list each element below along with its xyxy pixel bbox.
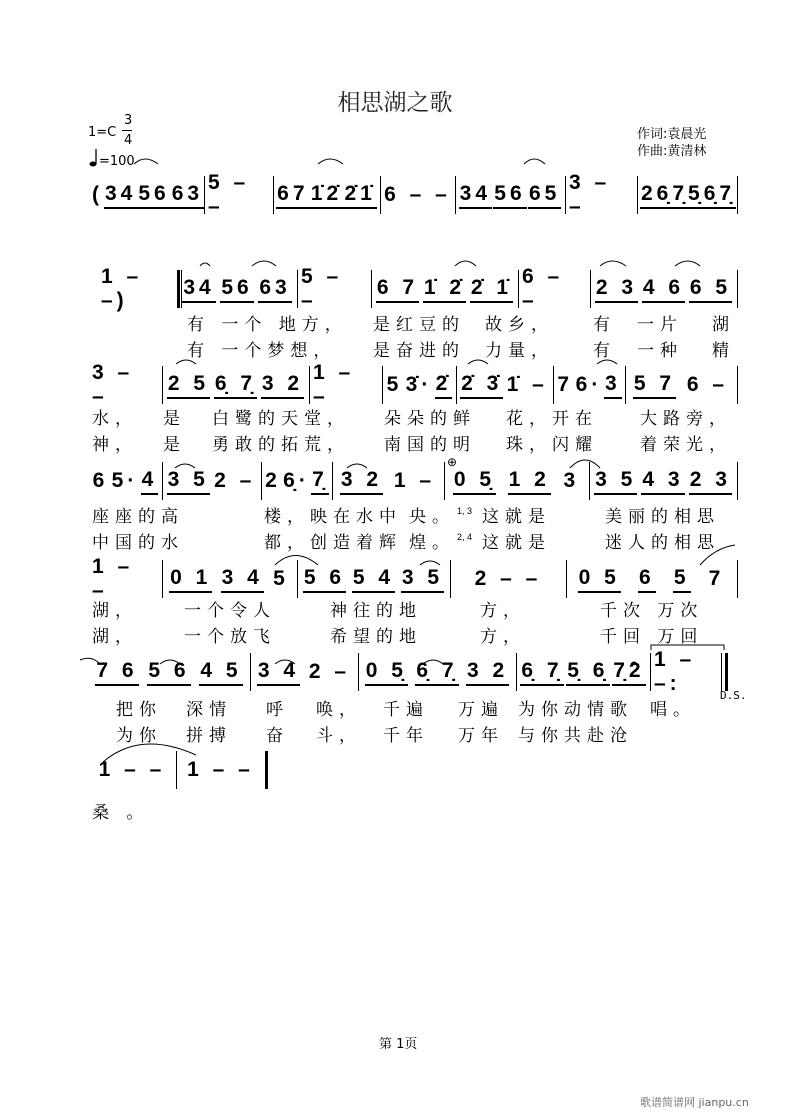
note-group: 2 5 — [167, 372, 210, 399]
measure — [253, 655, 355, 689]
notation-line — [0, 264, 790, 312]
barline — [162, 366, 163, 404]
note-group: 7 — [708, 566, 725, 590]
composer-credit: 作曲:黄清林 — [637, 144, 707, 159]
note-group: 0 5̣ — [453, 468, 496, 495]
barline — [737, 366, 738, 404]
lyric-phrase: 希望的地 — [330, 627, 422, 647]
note-group: 6 – — [686, 372, 729, 396]
time-signature-line — [122, 130, 132, 131]
barline — [273, 176, 274, 214]
note-group: 2 – — [308, 659, 351, 683]
barline — [455, 176, 456, 214]
note-group: 7̣2 — [612, 659, 645, 686]
time-signature-top: 3 — [124, 113, 133, 128]
measure — [385, 368, 453, 402]
measure — [91, 360, 159, 408]
note-group: 1 – –: — [654, 647, 696, 695]
lyric-phrase: 煌。 — [409, 533, 455, 553]
lyric-phrase: 着荣光， — [640, 435, 732, 455]
lyric-phrase: 白鹭的天堂， — [212, 409, 350, 429]
note-group: 1 – – — [92, 554, 134, 602]
note-group: 1 – – — [313, 360, 355, 408]
note-group: 7 — [557, 372, 573, 396]
measure — [165, 368, 306, 402]
note-group: 5 — [386, 372, 403, 396]
measure — [361, 655, 513, 689]
notation-line — [0, 554, 790, 602]
note-group: 1 – — [393, 468, 436, 492]
measure — [264, 464, 329, 498]
barline — [737, 560, 738, 598]
measure — [569, 562, 734, 596]
slur — [524, 159, 545, 164]
watermark: 歌谱简谱网 jianpu.cn — [640, 1096, 749, 1109]
slur — [675, 261, 700, 266]
measure — [91, 554, 159, 602]
note-group: 6̣ 7̣ — [415, 659, 458, 686]
measure — [628, 368, 734, 402]
barline — [516, 653, 517, 691]
note-group: 26̣7̣5̣6̣7̣ — [640, 182, 736, 209]
note-group: 2 – — [214, 468, 256, 492]
note-group: 5 — [273, 566, 289, 590]
note-group: 3 — [563, 468, 580, 492]
note-group: 63 — [258, 276, 291, 303]
measure — [312, 360, 379, 408]
lyric-phrase: 迷人的相思 — [605, 533, 720, 553]
note-group: 56 — [137, 182, 170, 209]
lyric-phrase: 拼搏 — [186, 726, 232, 746]
measure — [383, 178, 452, 212]
note-group: 2 – – — [474, 566, 542, 590]
barline — [450, 560, 451, 598]
measure — [91, 655, 247, 689]
note-group: 3 – – — [92, 360, 134, 408]
lyric-phrase: 千遍 — [383, 700, 429, 720]
note-group: 34 — [104, 182, 137, 209]
note-group: 4 — [141, 468, 159, 495]
lyric-phrase: 千次 万次 — [600, 601, 704, 621]
lyric-phrase: 大路旁， — [640, 409, 732, 429]
measure — [374, 272, 515, 306]
note-group: 63 — [171, 182, 204, 209]
lyric-phrase: 奋 — [266, 726, 289, 746]
barline — [332, 462, 333, 500]
note-group: 6 7 — [376, 276, 419, 303]
lyric-phrase: 把你 — [116, 700, 162, 720]
lyric-phrase: 为你 — [116, 726, 162, 746]
lyric-phrase: 神， — [92, 435, 138, 455]
note-group: 6· — [575, 372, 603, 396]
lyric-phrase: 是奋进的 — [373, 341, 465, 361]
note-group: 3 5 — [594, 468, 637, 495]
measure — [276, 178, 377, 212]
lyric-phrase: 朵朵的鲜 — [384, 409, 476, 429]
note-group: 6̣ 7̣ — [520, 659, 563, 686]
barline — [725, 653, 728, 691]
barline — [382, 366, 383, 404]
note-group: ( — [92, 182, 103, 206]
coda-icon: ⊕ — [447, 455, 458, 469]
lyric-phrase: 千年 — [383, 726, 429, 746]
page-number: 第 1页 — [379, 1037, 418, 1052]
lyric-phrase: 故乡， — [485, 315, 554, 335]
quarter-note-icon — [89, 148, 99, 173]
lyric-phrase: 一种 — [637, 341, 683, 361]
note-group: 7̣ — [311, 468, 329, 495]
lyric-phrase: 这就是 — [482, 533, 551, 553]
measure — [453, 562, 563, 596]
note-group: 1 2 — [508, 468, 551, 495]
dal-segno-mark: D.S. — [720, 689, 747, 702]
lyric-phrase: 是红豆的 — [373, 315, 465, 335]
note-group: 2̇ 1̇ — [470, 276, 513, 303]
measure — [447, 464, 586, 498]
lyric-phrase: 楼，映在水中 — [264, 507, 402, 527]
lyric-phrase: 是 — [163, 409, 186, 429]
lyric-phrase: 都，创造着辉 — [264, 533, 402, 553]
lyric-phrase: 万遍 — [458, 700, 504, 720]
lyric-phrase: 有 一个梦想， — [187, 341, 337, 361]
lyric-phrase: 与你共赴沧 — [518, 726, 633, 746]
measure — [91, 464, 159, 498]
note-group: 6̣· — [283, 468, 310, 492]
note-group: 7 6 — [95, 659, 138, 686]
lyric-phrase: 精 — [712, 341, 735, 361]
repeat-barline — [181, 270, 182, 308]
barline — [444, 462, 445, 500]
time-signature-bottom: 4 — [124, 133, 133, 148]
barline — [176, 751, 177, 789]
note-group: 6 – – — [384, 182, 451, 206]
note-group: 1̇ – — [506, 372, 548, 396]
note-group: 5̣ 6̣ — [566, 659, 609, 686]
measure — [556, 368, 622, 402]
lyric-phrase: 神往的地 — [330, 601, 422, 621]
lyric-phrase: 南国的明 — [384, 435, 476, 455]
repeat-barline — [721, 653, 722, 691]
barline — [177, 270, 180, 308]
measure — [100, 264, 174, 312]
lyric-phrase: 唤， — [316, 700, 362, 720]
note-group: 3 4 — [221, 566, 264, 593]
slur — [134, 159, 158, 164]
lyric-phrase: 美丽的相思 — [605, 507, 720, 527]
barline — [162, 462, 163, 500]
tempo-marking: =100 — [99, 154, 135, 169]
note-group: 5· — [111, 468, 139, 492]
lyric-phrase: 这就是 — [482, 507, 551, 527]
note-group: 1̇ 2̇ — [423, 276, 466, 303]
barline — [737, 462, 738, 500]
measure — [592, 464, 734, 498]
note-group: 2̇ — [435, 372, 453, 399]
notation-line — [0, 647, 790, 695]
lyric-phrase: 力量， — [485, 341, 554, 361]
note-group: 5 4 — [352, 566, 395, 593]
note-group: 3 – – — [569, 170, 611, 218]
key-signature: 1=C — [88, 125, 117, 140]
volta-1-3: 1, 3 — [457, 506, 473, 516]
barline — [265, 751, 268, 789]
barline — [625, 366, 626, 404]
measure — [593, 272, 734, 306]
barline — [737, 176, 738, 214]
note-group: 0 5̣ — [365, 659, 408, 686]
lyric-phrase: 有 — [593, 315, 616, 335]
note-group: 5 6 — [303, 566, 346, 593]
note-group: 1 – – — [98, 757, 166, 781]
measure — [640, 178, 734, 212]
barline — [261, 462, 262, 500]
measure — [207, 170, 270, 218]
lyric-phrase: 座座的高 — [92, 507, 184, 527]
note-group: 1 – – — [187, 757, 254, 781]
barline — [589, 462, 590, 500]
note-group: 5 — [673, 566, 691, 593]
note-group: 5 – – — [208, 170, 250, 218]
barline — [553, 366, 554, 404]
measure — [521, 264, 587, 312]
notation-line — [0, 753, 790, 787]
lyric-phrase: 一个令人 — [184, 601, 276, 621]
barline — [380, 176, 381, 214]
barline — [737, 270, 738, 308]
note-group: 5 6 — [147, 659, 190, 686]
note-group: 56 — [493, 182, 526, 209]
lyric-phrase: 是 — [163, 435, 186, 455]
volta-2-4: 2, 4 — [457, 532, 473, 542]
lyric-phrase: 一片 — [637, 315, 683, 335]
note-group: 6 — [638, 566, 656, 593]
barline — [297, 560, 298, 598]
barline — [518, 270, 519, 308]
measure — [165, 464, 258, 498]
measure — [300, 562, 447, 596]
measure — [180, 272, 294, 306]
barline — [650, 653, 651, 691]
note-group: 34 — [459, 182, 492, 209]
lyric-phrase: 花，开在 — [506, 409, 598, 429]
note-group: 1̇2̇ — [310, 182, 343, 209]
barline — [162, 560, 163, 598]
measure — [459, 368, 550, 402]
note-group: 0 5 — [578, 566, 621, 593]
barline — [565, 176, 566, 214]
note-group: 6 5 — [689, 276, 732, 303]
note-group: 1 – –) — [101, 264, 143, 312]
lyric-phrase: 千回 万回 — [600, 627, 704, 647]
measure — [458, 178, 562, 212]
note-group: 2 — [265, 468, 281, 492]
barline — [456, 366, 457, 404]
note-group: 3 — [604, 372, 622, 399]
lyric-phrase: 勇敢的拓荒， — [212, 435, 350, 455]
lyric-phrase: 万年 — [458, 726, 504, 746]
measure — [179, 753, 262, 787]
notation-line — [0, 464, 790, 498]
notation-line — [0, 360, 790, 408]
measure — [653, 647, 722, 695]
note-group: 34 — [182, 276, 215, 303]
lyric-phrase: 珠，闪耀 — [506, 435, 598, 455]
barline — [309, 366, 310, 404]
note-group: 0 1 — [169, 566, 212, 593]
measure — [568, 170, 634, 218]
note-group: 2̇1̇ — [343, 182, 376, 209]
lyric-phrase: 有 — [593, 341, 616, 361]
measure — [300, 264, 368, 312]
barline — [637, 176, 638, 214]
note-group: 6̣ 7̣ — [214, 372, 257, 399]
notation-line — [0, 170, 790, 218]
lyric-phrase: 斗， — [316, 726, 362, 746]
barline — [358, 653, 359, 691]
note-group: 4 5 — [199, 659, 242, 686]
note-group: 65 — [528, 182, 561, 209]
note-group: 4 6 — [642, 276, 685, 303]
slur — [318, 159, 343, 164]
measure — [335, 464, 441, 498]
note-group: 3 2 — [466, 659, 509, 686]
lyric-phrase: 深情 — [186, 700, 232, 720]
barline — [250, 653, 251, 691]
note-group: 67 — [276, 182, 309, 209]
slur — [600, 261, 626, 266]
barline — [371, 270, 372, 308]
lyric-phrase: 唱。 — [650, 700, 696, 720]
note-group: 6 – – — [522, 264, 564, 312]
lyricist-credit: 作词:袁晨光 — [637, 127, 707, 142]
lyric-phrase: 方， — [480, 627, 526, 647]
note-group: 4 3 — [641, 468, 684, 495]
measure — [519, 655, 647, 689]
note-group: 3 4 — [257, 659, 300, 686]
note-group: 3̇· — [405, 372, 433, 396]
slur — [252, 261, 276, 266]
note-group: 3 5 — [401, 566, 444, 593]
measure — [165, 562, 294, 596]
note-group: 5 7 — [633, 372, 676, 399]
note-group: 2 3 — [595, 276, 638, 303]
lyric-phrase: 一个放飞 — [184, 627, 276, 647]
barline — [204, 176, 205, 214]
lyric-phrase: 方， — [480, 601, 526, 621]
lyric-phrase: 有 一个 地方， — [187, 315, 348, 335]
note-group: 3 5 — [167, 468, 210, 495]
note-group: 5 – – — [301, 264, 343, 312]
lyric-phrase: 央。 — [409, 507, 455, 527]
note-group: 3 2 — [340, 468, 383, 495]
lyric-phrase: 湖， — [92, 601, 138, 621]
lyric-phrase: 桑 。 — [92, 803, 150, 823]
song-title: 相思湖之歌 — [337, 90, 453, 116]
note-group: 2 3 — [689, 468, 732, 495]
lyric-phrase: 湖， — [92, 627, 138, 647]
note-group: 2̇ 3̇ — [460, 372, 503, 399]
note-group: 56 — [220, 276, 253, 303]
lyric-phrase: 中国的水 — [92, 533, 184, 553]
note-group: 3 2 — [261, 372, 304, 399]
measure — [91, 753, 173, 787]
slur — [455, 261, 476, 266]
lyric-phrase: 呼 — [266, 700, 289, 720]
barline — [297, 270, 298, 308]
lyric-phrase: 为你动情歌 — [518, 700, 633, 720]
lyric-phrase: 湖 — [712, 315, 735, 335]
measure — [91, 178, 204, 212]
barline — [590, 270, 591, 308]
lyric-phrase: 水， — [92, 409, 138, 429]
barline — [566, 560, 567, 598]
slur — [200, 263, 210, 266]
note-group: 6 — [92, 468, 109, 492]
